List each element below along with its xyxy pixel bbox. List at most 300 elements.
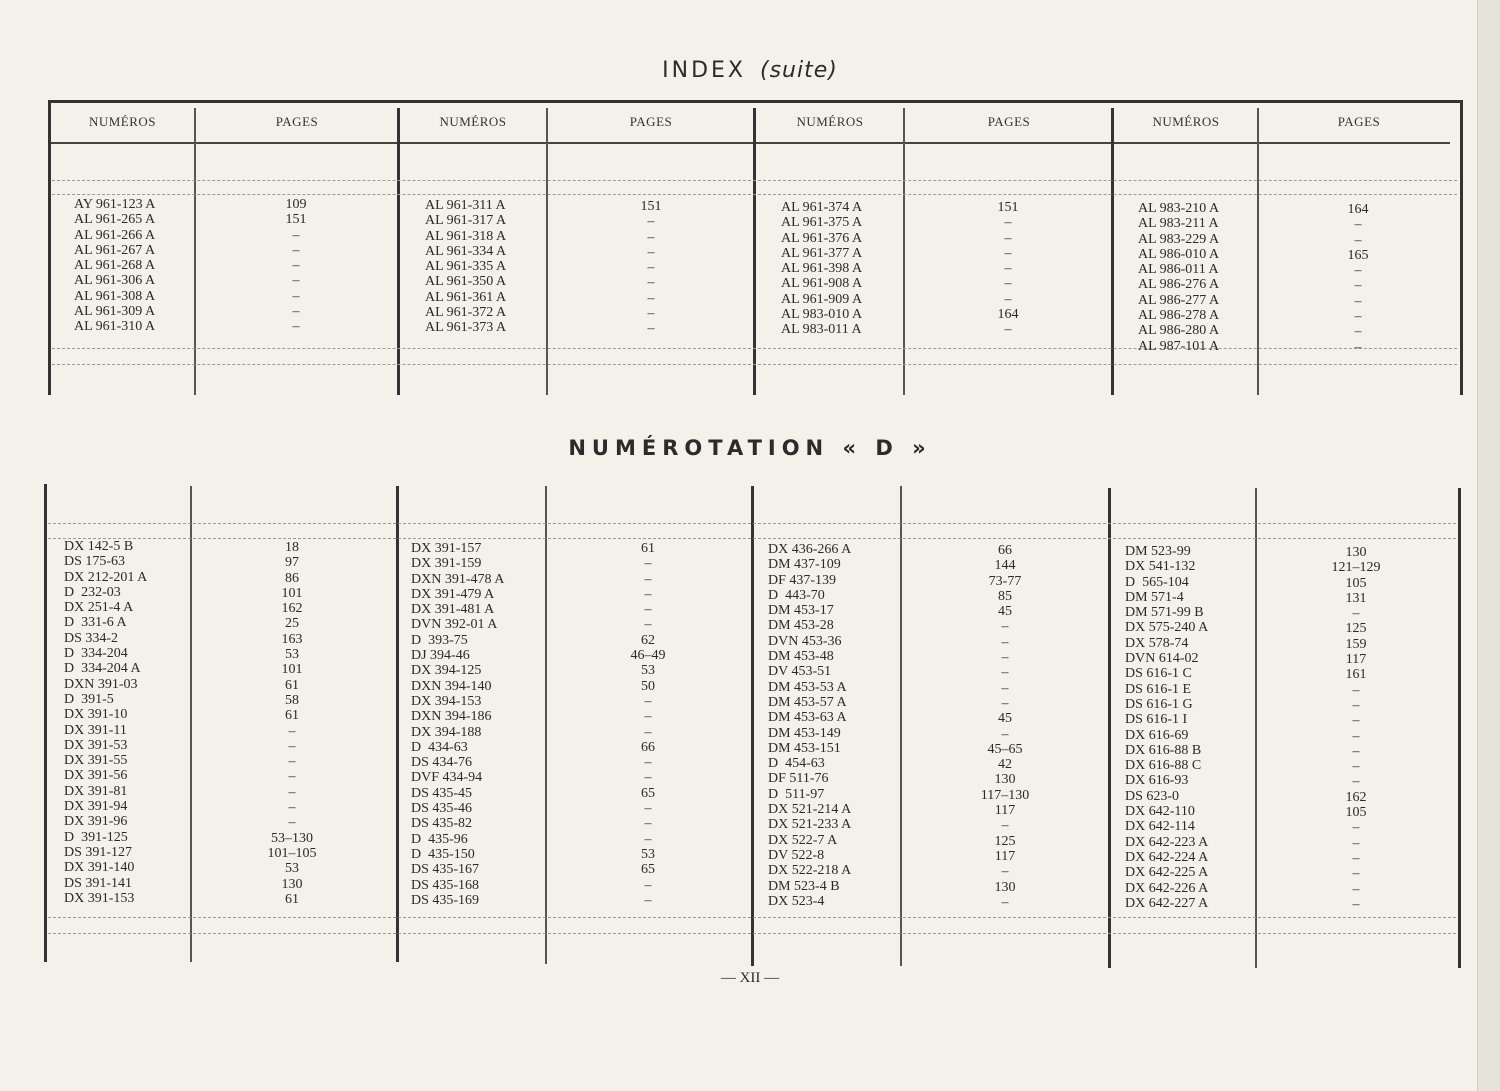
list-item: DX 521-233 A: [768, 817, 852, 833]
list-item: AL 986-276 A: [1138, 277, 1220, 293]
list-item: DM 453-63 A: [768, 710, 847, 726]
list-item: –: [292, 288, 300, 304]
list-item: –: [1001, 818, 1009, 834]
list-item: –: [1354, 278, 1362, 294]
list-item: DX 391-56: [64, 768, 128, 784]
d-vline-0: [44, 484, 47, 962]
list-item: 62: [641, 632, 655, 648]
list-item: D 334-204: [64, 646, 128, 662]
list-item: DS 616-1 G: [1125, 696, 1193, 712]
list-item: AL 961-334 A: [425, 243, 507, 259]
d-rule-a: [48, 523, 1456, 524]
list-item: AL 983-211 A: [1138, 216, 1219, 232]
list-item: –: [1001, 634, 1009, 650]
list-item: 65: [641, 862, 655, 878]
header-pages-1: PAGES: [275, 114, 319, 129]
list-item: –: [647, 214, 655, 230]
list-item: DV 522-8: [768, 847, 825, 863]
list-item: DX 521-214 A: [768, 802, 852, 818]
list-item: DX 616-69: [1125, 727, 1189, 743]
list-item: D 334-204 A: [64, 661, 141, 677]
list-item: D 391-125: [64, 829, 128, 845]
d-rule-c: [48, 917, 1456, 918]
d-vline-7: [1255, 488, 1257, 968]
d-numbers-col-3: [768, 542, 900, 909]
list-item: 117: [994, 803, 1016, 819]
list-item: –: [1352, 713, 1360, 729]
list-item: –: [1354, 263, 1362, 279]
table-top-rule: [48, 100, 1462, 103]
top-vline-0: [48, 100, 51, 395]
list-item: AL 961-377 A: [781, 245, 863, 261]
list-item: DM 453-53 A: [768, 679, 847, 695]
list-item: –: [644, 693, 652, 709]
list-item: DM 523-99: [1125, 544, 1191, 559]
list-item: –: [644, 816, 652, 832]
list-item: AL 961-268 A: [74, 258, 156, 274]
list-item: –: [1352, 774, 1360, 790]
list-item: –: [647, 306, 655, 322]
top-vline-1: [194, 108, 196, 395]
list-item: 45–65: [987, 741, 1023, 757]
list-item: 163: [281, 631, 303, 647]
list-item: 50: [641, 678, 655, 694]
list-item: D 443-70: [768, 587, 825, 603]
list-item: 164: [1347, 202, 1369, 217]
section-title: NUMÉROTATION « D »: [568, 436, 932, 460]
list-item: –: [647, 321, 655, 337]
list-item: AL 961-350 A: [425, 274, 507, 290]
list-item: –: [1004, 215, 1012, 231]
list-item: –: [1004, 322, 1012, 338]
list-item: –: [644, 892, 652, 908]
top-numbers-col-3: [781, 200, 901, 338]
list-item: 162: [1345, 789, 1367, 805]
list-item: –: [1352, 835, 1360, 851]
list-item: –: [292, 227, 300, 243]
list-item: D 391-5: [64, 691, 114, 707]
list-item: AL 986-278 A: [1138, 308, 1220, 324]
list-item: DX 391-11: [64, 722, 127, 738]
list-item: –: [292, 304, 300, 320]
header-rule: [50, 142, 1450, 144]
d-pages-col-3: [955, 543, 1055, 910]
list-item: DX 391-10: [64, 707, 128, 723]
list-item: AL 983-011 A: [781, 322, 862, 338]
list-item: –: [647, 275, 655, 291]
list-item: DXN 394-186: [411, 709, 492, 725]
list-item: DM 437-109: [768, 557, 841, 573]
header-numeros-1: NUMÉROS: [88, 114, 157, 129]
list-item: 109: [285, 197, 307, 212]
title-main: INDEX: [662, 58, 746, 83]
d-pages-col-1: [242, 540, 342, 907]
list-item: DS 435-167: [411, 862, 480, 878]
list-item: AL 986-280 A: [1138, 323, 1220, 339]
header-numeros-3: NUMÉROS: [796, 114, 864, 129]
top-pages-col-1: [246, 197, 346, 335]
list-item: AL 961-317 A: [425, 213, 507, 229]
list-item: DX 642-225 A: [1125, 865, 1209, 881]
list-item: 45: [998, 711, 1012, 727]
list-item: –: [647, 290, 655, 306]
list-item: –: [644, 831, 652, 847]
page-number: — XII —: [720, 970, 780, 986]
list-item: DX 394-125: [411, 663, 482, 679]
list-item: DX 391-157: [411, 541, 482, 556]
list-item: DX 642-227 A: [1125, 895, 1209, 911]
top-vline-2: [397, 108, 400, 395]
list-item: DX 541-132: [1125, 559, 1196, 575]
list-item: DS 623-0: [1125, 788, 1180, 804]
list-item: 65: [641, 785, 655, 801]
list-item: 101–105: [267, 845, 317, 861]
list-item: 61: [641, 541, 655, 556]
list-item: –: [288, 784, 296, 800]
list-item: –: [1001, 726, 1009, 742]
list-item: DX 142-5 B: [64, 539, 134, 554]
list-item: DX 391-481 A: [411, 602, 495, 618]
list-item: –: [1352, 896, 1360, 912]
list-item: AL 961-372 A: [425, 305, 507, 321]
list-item: –: [292, 242, 300, 258]
list-item: 53: [285, 861, 299, 877]
list-item: D 511-97: [768, 786, 825, 802]
title-suite: (suite): [760, 58, 838, 83]
d-numbers-col-1: [64, 539, 189, 906]
list-item: –: [288, 738, 296, 754]
list-item: DX 391-479 A: [411, 586, 495, 602]
list-item: –: [644, 770, 652, 786]
list-item: –: [292, 273, 300, 289]
list-item: D 435-150: [411, 846, 475, 862]
d-vline-3: [545, 486, 547, 964]
d-vline-1: [190, 486, 192, 962]
list-item: AL 961-265 A: [74, 212, 156, 228]
list-item: –: [1354, 217, 1362, 233]
list-item: DJ 394-46: [411, 648, 470, 664]
list-item: DX 391-159: [411, 556, 482, 572]
header-numeros-2: NUMÉROS: [439, 114, 507, 129]
list-item: –: [1352, 697, 1360, 713]
list-item: AL 961-361 A: [425, 289, 507, 305]
list-item: –: [1352, 820, 1360, 836]
list-item: 130: [1345, 545, 1367, 560]
list-item: DVN 453-36: [768, 633, 842, 649]
list-item: –: [1352, 866, 1360, 882]
list-item: DM 453-28: [768, 618, 834, 634]
list-item: 117: [1345, 652, 1367, 668]
list-item: DVF 434-94: [411, 770, 483, 786]
list-item: 151: [997, 200, 1019, 215]
list-item: DX 391-153: [64, 890, 135, 906]
top-rule-d: [52, 364, 1457, 365]
top-vline-4: [753, 108, 756, 395]
list-item: DX 391-55: [64, 753, 128, 769]
top-vline-8: [1460, 100, 1463, 395]
list-item: 53: [641, 663, 655, 679]
d-pages-col-4: [1306, 545, 1406, 912]
list-item: –: [644, 617, 652, 633]
list-item: DX 642-224 A: [1125, 849, 1209, 865]
list-item: AL 983-210 A: [1138, 201, 1220, 216]
top-vline-5: [903, 108, 905, 395]
list-item: AY 961-123 A: [74, 197, 156, 212]
list-item: 161: [1345, 667, 1367, 683]
list-item: 61: [285, 708, 299, 724]
top-vline-6: [1111, 108, 1114, 395]
list-item: DS 435-169: [411, 892, 480, 908]
list-item: –: [647, 260, 655, 276]
list-item: AL 961-908 A: [781, 276, 863, 292]
list-item: DX 522-218 A: [768, 863, 852, 879]
list-item: –: [1001, 650, 1009, 666]
list-item: DS 175-63: [64, 554, 126, 570]
list-item: –: [288, 754, 296, 770]
list-item: DX 391-96: [64, 814, 128, 830]
list-item: –: [1352, 606, 1360, 622]
list-item: DXN 394-140: [411, 678, 492, 694]
list-item: 144: [994, 558, 1016, 574]
list-item: AL 986-277 A: [1138, 292, 1220, 308]
list-item: 130: [994, 879, 1016, 895]
list-item: DX 391-53: [64, 737, 128, 753]
list-item: –: [288, 815, 296, 831]
list-item: AL 961-306 A: [74, 273, 156, 289]
list-item: D 232-03: [64, 584, 121, 600]
list-item: DX 394-188: [411, 724, 482, 740]
list-item: DS 435-46: [411, 801, 473, 817]
list-item: DM 453-149: [768, 725, 841, 741]
list-item: 125: [994, 833, 1016, 849]
list-item: DF 511-76: [768, 771, 829, 787]
list-item: –: [644, 602, 652, 618]
list-item: 105: [1345, 575, 1367, 591]
list-item: DVN 614-02: [1125, 651, 1199, 667]
list-item: –: [1352, 881, 1360, 897]
list-item: 151: [640, 199, 662, 214]
list-item: 66: [641, 739, 655, 755]
list-item: 73-77: [988, 573, 1022, 589]
list-item: –: [644, 709, 652, 725]
list-item: DX 578-74: [1125, 635, 1189, 651]
list-item: –: [1354, 339, 1362, 355]
list-item: –: [644, 801, 652, 817]
d-numbers-col-4: [1125, 544, 1255, 911]
list-item: –: [644, 724, 652, 740]
list-item: DX 212-201 A: [64, 569, 148, 585]
list-item: AL 961-309 A: [74, 304, 156, 320]
list-item: 61: [285, 677, 299, 693]
top-pages-col-2: [601, 199, 701, 337]
list-item: DXN 391-478 A: [411, 571, 505, 587]
list-item: –: [1352, 682, 1360, 698]
list-item: DS 616-1 E: [1125, 681, 1192, 697]
top-vline-3: [546, 108, 548, 395]
list-item: AL 961-266 A: [74, 227, 156, 243]
list-item: AL 987-101 A: [1138, 338, 1220, 354]
list-item: 86: [285, 570, 299, 586]
list-item: D 565-104: [1125, 574, 1189, 590]
list-item: DX 436-266 A: [768, 542, 852, 557]
list-item: DM 571-4: [1125, 589, 1184, 605]
header-pages-4: PAGES: [1337, 114, 1381, 129]
list-item: 53–130: [271, 830, 313, 846]
list-item: 85: [998, 588, 1012, 604]
d-rule-b: [48, 538, 1456, 539]
list-item: AL 961-310 A: [74, 319, 156, 335]
list-item: DX 394-153: [411, 693, 482, 709]
list-item: 131: [1345, 590, 1367, 606]
list-item: –: [647, 244, 655, 260]
list-item: AL 961-909 A: [781, 291, 863, 307]
list-item: DX 523-4: [768, 893, 825, 909]
list-item: DS 434-76: [411, 755, 473, 771]
list-item: 45: [998, 604, 1012, 620]
list-item: DM 453-151: [768, 740, 841, 756]
list-item: –: [1004, 276, 1012, 292]
list-item: AL 961-335 A: [425, 259, 507, 275]
header-pages-2: PAGES: [629, 114, 673, 129]
list-item: DS 435-168: [411, 877, 480, 893]
list-item: 151: [285, 212, 307, 228]
list-item: 117–130: [980, 787, 1030, 803]
list-item: –: [1001, 894, 1009, 910]
list-item: 162: [281, 601, 303, 617]
list-item: DF 437-139: [768, 572, 837, 588]
list-item: DX 391-140: [64, 860, 135, 876]
list-item: D 434-63: [411, 739, 468, 755]
list-item: DX 391-81: [64, 783, 128, 799]
list-item: –: [1352, 759, 1360, 775]
list-item: –: [288, 723, 296, 739]
list-item: DX 251-4 A: [64, 600, 134, 616]
list-item: AL 961-373 A: [425, 320, 507, 336]
list-item: AL 961-398 A: [781, 261, 863, 277]
list-item: –: [1004, 261, 1012, 277]
list-item: –: [292, 319, 300, 335]
list-item: –: [1354, 309, 1362, 325]
list-item: 66: [998, 543, 1012, 558]
list-item: DM 523-4 B: [768, 878, 840, 894]
list-item: 61: [285, 891, 299, 907]
list-item: 121–129: [1331, 560, 1381, 576]
list-item: DX 642-110: [1125, 804, 1195, 820]
list-item: DXN 391-03: [64, 676, 138, 692]
list-item: DX 642-223 A: [1125, 834, 1209, 850]
list-item: –: [1001, 864, 1009, 880]
list-item: DX 391-94: [64, 799, 128, 815]
list-item: DS 616-1 I: [1125, 712, 1188, 728]
header-numeros-4: NUMÉROS: [1152, 114, 1220, 129]
list-item: AL 961-318 A: [425, 228, 507, 244]
d-vline-8: [1458, 488, 1461, 968]
list-item: DS 334-2: [64, 630, 119, 646]
list-item: –: [1352, 728, 1360, 744]
list-item: –: [288, 800, 296, 816]
d-rule-d: [48, 933, 1456, 934]
d-pages-col-2: [598, 541, 698, 908]
d-numbers-col-2: [411, 541, 543, 908]
top-vline-7: [1257, 108, 1259, 395]
top-numbers-col-1: [74, 197, 194, 335]
list-item: AL 961-374 A: [781, 200, 863, 215]
d-vline-2: [396, 486, 399, 962]
list-item: 159: [1345, 636, 1367, 652]
list-item: 105: [1345, 805, 1367, 821]
list-item: DX 616-88 B: [1125, 742, 1202, 758]
list-item: DM 453-17: [768, 603, 834, 619]
header-pages-3: PAGES: [987, 114, 1031, 129]
list-item: –: [1354, 293, 1362, 309]
list-item: –: [1352, 850, 1360, 866]
list-item: DX 575-240 A: [1125, 620, 1209, 636]
list-item: DS 391-127: [64, 844, 133, 860]
list-item: D 393-75: [411, 632, 468, 648]
list-item: –: [644, 877, 652, 893]
top-rule-b: [52, 194, 1457, 195]
list-item: 130: [281, 876, 303, 892]
list-item: 53: [285, 647, 299, 663]
list-item: –: [644, 571, 652, 587]
list-item: 25: [285, 616, 299, 632]
list-item: –: [1001, 680, 1009, 696]
list-item: 58: [285, 692, 299, 708]
list-item: 42: [998, 757, 1012, 773]
top-numbers-col-4: [1138, 201, 1256, 354]
list-item: AL 961-311 A: [425, 198, 506, 213]
list-item: DS 391-141: [64, 875, 133, 891]
list-item: –: [1354, 324, 1362, 340]
list-item: –: [292, 258, 300, 274]
list-item: DV 453-51: [768, 664, 832, 680]
list-item: –: [1004, 230, 1012, 246]
list-item: DM 453-57 A: [768, 694, 847, 710]
top-pages-col-3: [958, 200, 1058, 338]
list-item: AL 983-010 A: [781, 307, 863, 323]
list-item: DX 642-226 A: [1125, 880, 1209, 896]
list-item: AL 961-267 A: [74, 242, 156, 258]
list-item: AL 961-308 A: [74, 288, 156, 304]
list-item: –: [288, 769, 296, 785]
list-item: –: [644, 556, 652, 572]
list-item: 46–49: [630, 648, 666, 664]
list-item: AL 961-375 A: [781, 215, 863, 231]
list-item: DVN 392-01 A: [411, 617, 498, 633]
top-numbers-col-2: [425, 198, 545, 336]
list-item: –: [647, 229, 655, 245]
list-item: DX 616-88 C: [1125, 758, 1202, 774]
list-item: AL 961-376 A: [781, 230, 863, 246]
list-item: –: [1354, 232, 1362, 248]
list-item: DX 522-7 A: [768, 832, 838, 848]
list-item: AL 983-229 A: [1138, 231, 1220, 247]
list-item: AL 986-010 A: [1138, 246, 1220, 262]
list-item: D 454-63: [768, 756, 825, 772]
page-title: [0, 58, 1500, 83]
top-pages-col-4: [1308, 202, 1408, 355]
list-item: 53: [641, 846, 655, 862]
top-rule-a: [52, 180, 1457, 181]
list-item: –: [644, 586, 652, 602]
list-item: DX 642-114: [1125, 819, 1195, 835]
list-item: D 435-96: [411, 831, 468, 847]
d-vline-5: [900, 486, 902, 966]
list-item: DX 616-93: [1125, 773, 1189, 789]
list-item: –: [1004, 245, 1012, 261]
list-item: –: [1004, 291, 1012, 307]
d-vline-6: [1108, 488, 1111, 968]
